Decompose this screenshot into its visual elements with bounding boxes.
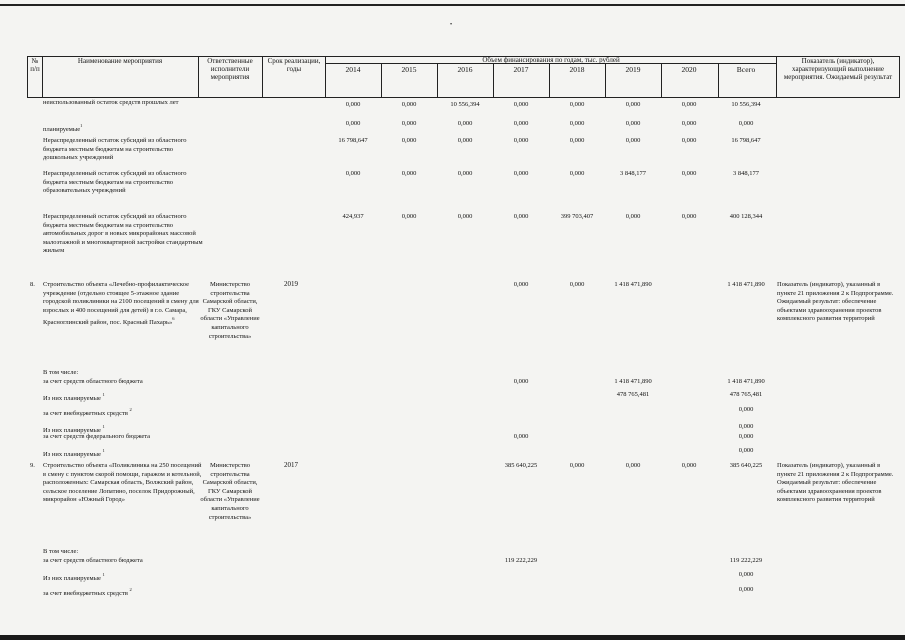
row-value: 0,000 <box>457 213 473 220</box>
item-number: 8. <box>30 281 35 288</box>
row-value: 0,000 <box>345 170 361 177</box>
sub-row-label: за счет внебюджетных средств $^2$ <box>43 407 132 417</box>
item-responsible: Министерство строительства Самарской области, ГКУ Самарской области «Управление капитального строительства» <box>200 281 260 340</box>
item-value-2017: 385 640,225 <box>504 462 538 469</box>
row-value: 0,000 <box>681 137 697 144</box>
row-value: 10 556,394 <box>450 101 480 108</box>
sub-row-label: за счет средств федерального бюджета <box>43 433 151 440</box>
item-name: Строительство объекта «Поликлиника на 250 посещений в смену с пунктом скорой помощи, гаражом и котельной, расположенных: Самарская область, Волжский район, сельское поселение Лопатино, поселок Придорожный, микрорайон «Южный Город» <box>43 462 202 504</box>
row-value: 3 848,177 <box>733 170 759 177</box>
row-value: 0,000 <box>401 170 417 177</box>
year-2018: 2018 <box>569 65 585 74</box>
row-name: Нераспределенный остаток субсидий из областного бюджета местным бюджетам на строительство дошкольных учреждений <box>43 137 187 162</box>
sub-row-label: Из них планируемые $^1$ <box>43 572 105 582</box>
sub-row-label: Из них планируемые $^1$ <box>43 392 105 402</box>
year-2015: 2015 <box>401 65 417 74</box>
row-value: 0,000 <box>738 120 754 127</box>
year-2020: 2020 <box>681 65 697 74</box>
item-value-total: 1 418 471,890 <box>727 281 765 288</box>
row-value: 0,000 <box>569 101 585 108</box>
row-value: 424,937 <box>342 213 364 220</box>
header-number: № п/п <box>30 57 40 73</box>
sub-row-value: 0,000 <box>738 423 754 430</box>
row-value: 0,000 <box>345 120 361 127</box>
row-value: 16 798,647 <box>338 137 368 144</box>
item-value-2017: 0,000 <box>513 281 529 288</box>
year-total: Всего <box>736 65 756 74</box>
scan-bottom-edge <box>0 635 905 640</box>
row-value: 0,000 <box>681 120 697 127</box>
row-name: планируемые$^1$ <box>43 123 83 133</box>
sub-row-value: 0,000 <box>513 378 529 385</box>
item-value-total: 385 640,225 <box>729 462 763 469</box>
sub-row-label: за счет средств областного бюджета <box>43 557 143 564</box>
scan-top-edge <box>0 4 905 6</box>
item-responsible: Министерство строительства Самарской области, ГКУ Самарской области «Управление капитального строительства» <box>200 462 260 521</box>
year-2019: 2019 <box>625 65 641 74</box>
item-value-2020: 0,000 <box>681 462 697 469</box>
row-value: 400 128,344 <box>729 213 763 220</box>
year-2017: 2017 <box>513 65 529 74</box>
sub-row-value: 119 222,229 <box>729 557 763 564</box>
header-financing: Объем финансирования по годам, тыс. рублей <box>482 56 620 64</box>
row-value: 0,000 <box>513 120 529 127</box>
row-value: 3 848,177 <box>620 170 646 177</box>
header-name: Наименование мероприятия <box>77 57 163 65</box>
sub-row-value: 0,000 <box>738 586 754 593</box>
row-value: 0,000 <box>513 213 529 220</box>
item-value-2019: 0,000 <box>625 462 641 469</box>
row-value: 0,000 <box>345 101 361 108</box>
row-name: Нераспределенный остаток субсидий из областного бюджета местным бюджетам на строительство автомобильных дорог в новых микрорайонах массовой малоэтажной и многоквартирной застройки стандартным жильем <box>43 213 203 255</box>
including-label: В том числе: <box>43 369 79 376</box>
item-indicator: Показатель (индикатор), указанный в пункте 21 приложения 2 к Подпрограмме. Ожидаемый результат: обеспечение объектами здравоохранения проектов комплексного развития территорий <box>777 462 894 504</box>
header-indicator: Показатель (индикатор), характеризующий выполнение мероприятия. Ожидаемый результат <box>783 57 893 81</box>
row-value: 0,000 <box>513 137 529 144</box>
item-number: 9. <box>30 462 35 469</box>
row-value: 0,000 <box>457 170 473 177</box>
row-value: 0,000 <box>401 101 417 108</box>
row-value: 0,000 <box>625 101 641 108</box>
row-value: 0,000 <box>401 120 417 127</box>
row-value: 399 703,407 <box>560 213 594 220</box>
sub-row-value: 0,000 <box>738 433 754 440</box>
row-value: 0,000 <box>401 213 417 220</box>
header-responsible: Ответственные исполнители мероприятия <box>207 57 253 81</box>
row-value: 0,000 <box>513 101 529 108</box>
item-indicator: Показатель (индикатор), указанный в пункте 21 приложения 2 к Подпрограмме. Ожидаемый результат: обеспечение объектами здравоохранения проектов комплексного развития территорий <box>777 281 894 323</box>
sub-row-value: 0,000 <box>738 447 754 454</box>
sub-row-label: Из них планируемые $^1$ <box>43 448 105 458</box>
row-value: 0,000 <box>681 213 697 220</box>
scan-speck: • <box>450 22 453 28</box>
item-value-2019: 1 418 471,890 <box>614 281 652 288</box>
sub-row-value: 478 765,481 <box>616 391 650 398</box>
sub-row-label: за счет внебюджетных средств $^2$ <box>43 587 132 597</box>
item-value-2018: 0,000 <box>569 281 585 288</box>
row-value: 0,000 <box>681 101 697 108</box>
row-value: 0,000 <box>569 170 585 177</box>
including-label: В том числе: <box>43 548 79 555</box>
row-value: 16 798,647 <box>731 137 761 144</box>
sub-row-value: 478 765,481 <box>729 391 763 398</box>
row-value: 0,000 <box>401 137 417 144</box>
year-2014: 2014 <box>345 65 361 74</box>
row-value: 0,000 <box>625 120 641 127</box>
header-term: Срок реализации, годы <box>267 57 321 73</box>
row-value: 0,000 <box>513 170 529 177</box>
row-value: 0,000 <box>569 120 585 127</box>
item-value-2018: 0,000 <box>569 462 585 469</box>
year-2016: 2016 <box>457 65 473 74</box>
row-value: 0,000 <box>457 137 473 144</box>
row-value: 0,000 <box>569 137 585 144</box>
sub-row-label: за счет средств областного бюджета <box>43 378 143 385</box>
row-value: 0,000 <box>625 137 641 144</box>
item-term: 2019 <box>284 280 298 288</box>
row-value: 0,000 <box>681 170 697 177</box>
sub-row-label: Из них планируемые $^1$ <box>43 424 105 434</box>
row-name: неиспользованный остаток средств прошлых лет <box>43 99 179 106</box>
row-value: 0,000 <box>457 120 473 127</box>
sub-row-value: 1 418 471,890 <box>727 378 765 385</box>
sub-row-value: 1 418 471,890 <box>614 378 652 385</box>
row-value: 0,000 <box>625 213 641 220</box>
sub-row-value: 119 222,229 <box>504 557 538 564</box>
sub-row-value: 0,000 <box>513 433 529 440</box>
item-term: 2017 <box>284 461 298 469</box>
sub-row-value: 0,000 <box>738 571 754 578</box>
row-value: 10 556,394 <box>731 101 761 108</box>
row-name: Нераспределенный остаток субсидий из областного бюджета местным бюджетам на строительство образовательных учреждений <box>43 170 187 195</box>
item-name: Строительство объекта «Лечебно-профилактическое учреждение (отдельно стоящее 5-этажное здание городской поликлиники на 2100 посещений в смену для взрослых и 400 посещений для детей) в г.о. Самара, Красноглинский район, пос. Красный Пахарь»$^6$ <box>43 281 199 327</box>
sub-row-value: 0,000 <box>738 406 754 413</box>
